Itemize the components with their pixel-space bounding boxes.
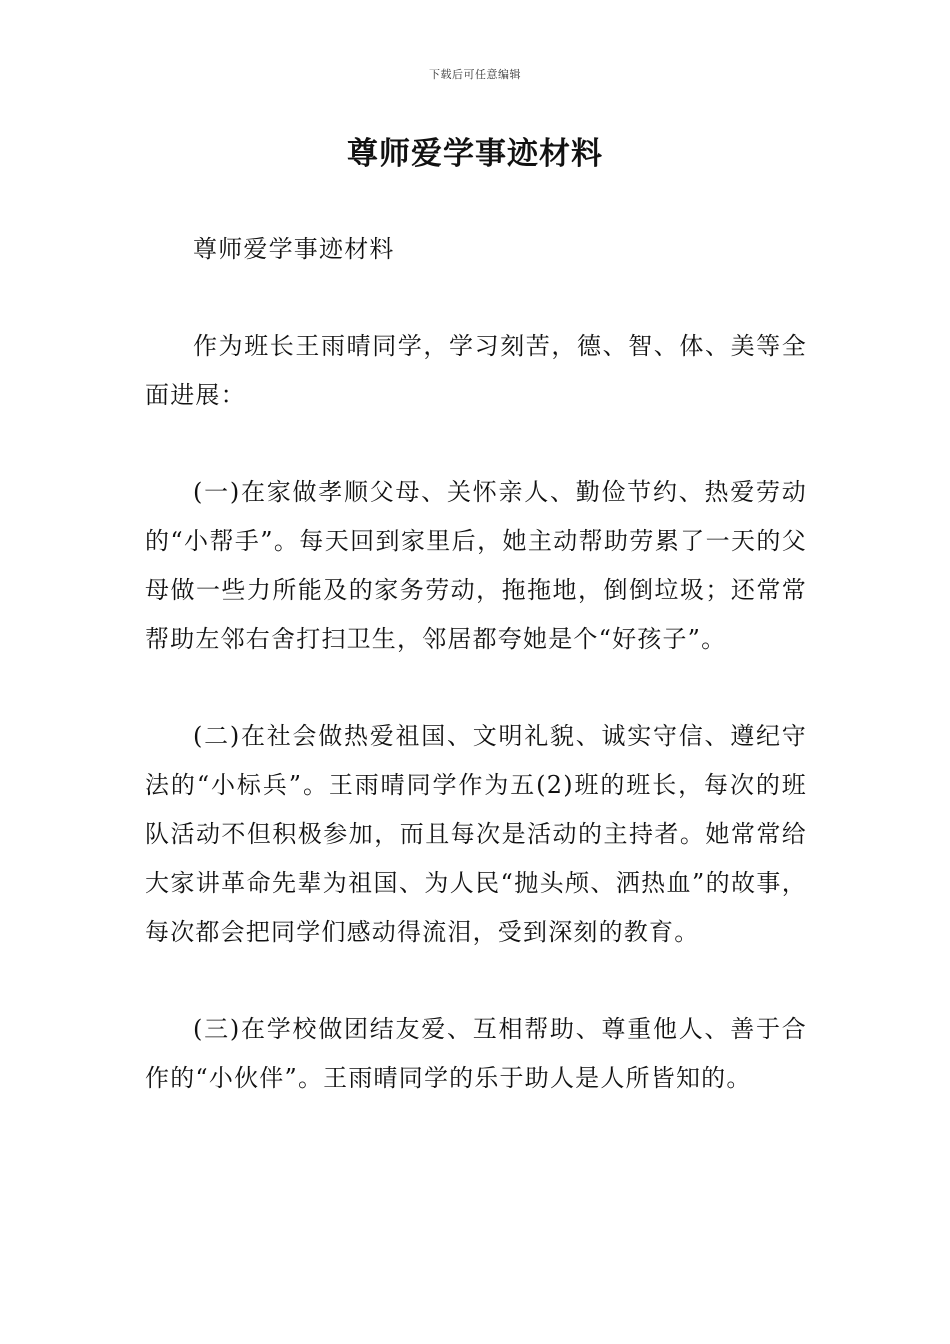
document-body [145,225,807,1151]
paragraph-subtitle: 尊师爱学事迹材料 [193,235,395,263]
document-title: 尊师爱学事迹材料 [347,136,603,172]
paragraph-home: (一)在家做孝顺父母、关怀亲人、勤俭节约、热爱劳动的“小帮手”。每天回到家里后，她主动帮助劳累了一天的父母做一些力所能及的家务劳动，拖拖地，倒倒垃圾；还常常帮助左邻右舍打扫卫生，邻居都夸她是个“好孩子”。 [145,478,807,653]
download-note: 下载后可任意编辑 [429,68,521,81]
paragraph-school: (三)在学校做团结友爱、互相帮助、尊重他人、善于合作的“小伙伴”。王雨晴同学的乐于助人是人所皆知的。 [145,1015,807,1092]
paragraph-intro: 作为班长王雨晴同学，学习刻苦，德、智、体、美等全面进展： [145,332,807,409]
paragraph-society: (二)在社会做热爱祖国、文明礼貌、诚实守信、遵纪守法的“小标兵”。王雨晴同学作为五(2)班的班长，每次的班队活动不但积极参加，而且每次是活动的主持者。她常常给大家讲革命先辈为祖国、为人民“抛头颅、洒热血”的故事，每次都会把同学们感动得流泪，受到深刻的教育。 [145,722,807,946]
